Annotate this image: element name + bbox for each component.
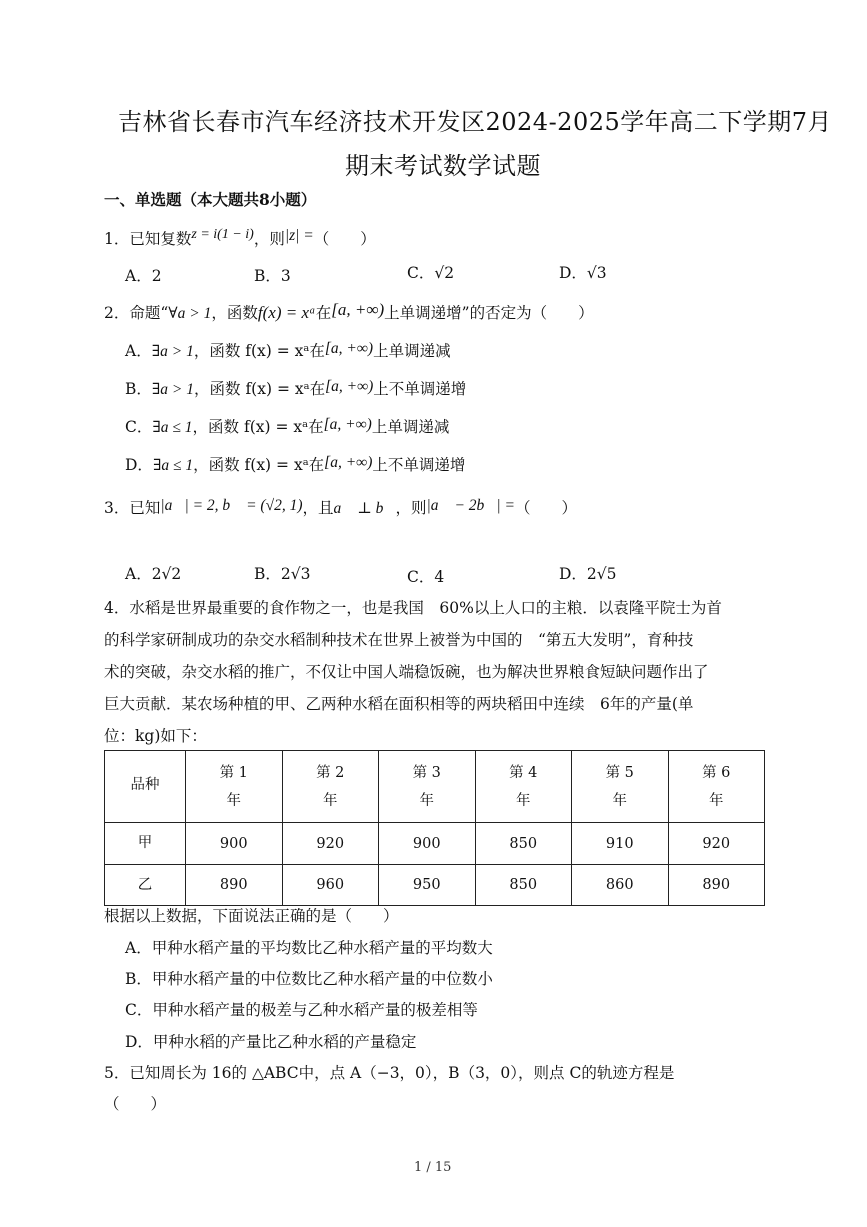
q4-line-3: 术的突破，杂交水稻的推广，不仅让中国人端稳饭碗，也为解决世界粮食短缺问题作出了 bbox=[104, 663, 709, 681]
table-cell: 890 bbox=[668, 865, 765, 906]
q1-option-a: A．2 bbox=[125, 267, 162, 285]
question-3 bbox=[104, 497, 577, 520]
table-header-year: 第 5 年 bbox=[572, 751, 669, 823]
section-heading: 一、单选题（本大题共8小题） bbox=[104, 190, 317, 209]
table-cell: 850 bbox=[475, 865, 572, 906]
table-header-year: 第 1 年 bbox=[186, 751, 283, 823]
question-1 bbox=[104, 228, 376, 252]
table-header-row bbox=[105, 751, 765, 823]
q4-option-c: C．甲种水稻产量的极差与乙种水稻产量的极差相等 bbox=[125, 1001, 478, 1019]
q3-ask: |a⃗ − 2b⃗| = bbox=[426, 497, 515, 514]
yield-table bbox=[104, 750, 765, 906]
q2-condition: ∀a > 1 bbox=[168, 305, 212, 322]
table-header-year: 第 4 年 bbox=[475, 751, 572, 823]
q2-post: 上单调递增”的否定为（ ） bbox=[384, 304, 594, 322]
q3-option-b: B．2√3 bbox=[254, 565, 311, 583]
table-row bbox=[105, 865, 765, 906]
q3-given: |a⃗| = 2, b⃗ = (√2, 1) bbox=[160, 497, 303, 514]
doc-title-line2: 期末考试数学试题 bbox=[345, 152, 541, 180]
q1-paren: （ ） bbox=[313, 230, 376, 248]
q1-prefix: 1．已知复数 bbox=[104, 230, 192, 248]
table-cell: 960 bbox=[282, 865, 379, 906]
q1-expression: z = i(1 − i) bbox=[191, 227, 254, 242]
q5-paren: （ ） bbox=[104, 1095, 167, 1113]
q3-option-c: C．4 bbox=[407, 568, 445, 586]
q2-option-a: A．∃a > 1，函数 f(x) = xᵃ在[a, +∞)上单调递减 bbox=[125, 340, 451, 360]
q4-option-a: A．甲种水稻产量的平均数比乙种水稻产量的平均数大 bbox=[125, 939, 493, 957]
question-5: 5．已知周长为 16的 △ABC中，点 A（−3，0），B（3，0），则点 C的轨迹方程是 bbox=[104, 1064, 675, 1082]
q1-mid: ，则 bbox=[253, 230, 285, 248]
table-corner: 品种 bbox=[105, 751, 186, 823]
question-2 bbox=[104, 302, 594, 325]
q2-option-b: B．∃a > 1，函数 f(x) = xᵃ在[a, +∞)上不单调递增 bbox=[125, 378, 467, 398]
table-cell: 910 bbox=[572, 823, 669, 865]
q4-line-5: 位：kg)如下： bbox=[104, 727, 207, 745]
table-cell: 920 bbox=[282, 823, 379, 865]
q3-paren: （ ） bbox=[514, 499, 577, 517]
q2-mid2: 在 bbox=[315, 304, 332, 322]
q2-function: f(x) = xᵃ bbox=[257, 303, 316, 322]
table-cell: 900 bbox=[379, 823, 476, 865]
table-header-year: 第 6 年 bbox=[668, 751, 765, 823]
q3-option-d: D．2√5 bbox=[559, 565, 617, 583]
q1-option-b: B．3 bbox=[254, 267, 291, 285]
table-header-year: 第 2 年 bbox=[282, 751, 379, 823]
table-header-year: 第 3 年 bbox=[379, 751, 476, 823]
table-cell: 900 bbox=[186, 823, 283, 865]
row-name: 乙 bbox=[105, 865, 186, 906]
q2-option-c: C．∃a ≤ 1，函数 f(x) = xᵃ在[a, +∞)上单调递减 bbox=[125, 416, 450, 436]
q4-line-4: 巨大贡献．某农场种植的甲、乙两种水稻在面积相等的两块稻田中连续 6年的产量(单 bbox=[104, 695, 694, 713]
table-cell: 890 bbox=[186, 865, 283, 906]
q4-line-2: 的科学家研制成功的杂交水稻制种技术在世界上被誉为中国的 “第五大发明”，育种技 bbox=[104, 631, 694, 649]
q1-abs: |z| = bbox=[284, 227, 314, 244]
q3-mid: ，且 bbox=[302, 499, 334, 517]
table-cell: 920 bbox=[668, 823, 765, 865]
table-cell: 950 bbox=[379, 865, 476, 906]
q1-option-c: C．√2 bbox=[407, 264, 455, 282]
table-cell: 860 bbox=[572, 865, 669, 906]
q3-mid2: ，则 bbox=[395, 499, 427, 517]
q1-option-d: D．√3 bbox=[559, 264, 607, 282]
q2-prefix: 2．命题“ bbox=[104, 304, 169, 322]
q4-line-1: 4．水稻是世界最重要的食作物之一，也是我国 60%以上人口的主粮．以袁隆平院士为首 bbox=[104, 599, 722, 617]
table-row bbox=[105, 823, 765, 865]
q2-option-d: D．∃a ≤ 1，函数 f(x) = xᵃ在[a, +∞)上不单调递增 bbox=[125, 454, 466, 474]
q2-mid1: ，函数 bbox=[211, 304, 258, 322]
q4-option-b: B．甲种水稻产量的中位数比乙种水稻产量的中位数小 bbox=[125, 970, 493, 988]
table-cell: 850 bbox=[475, 823, 572, 865]
doc-title-line1: 吉林省长春市汽车经济技术开发区2024-2025学年高二下学期7月 bbox=[118, 108, 833, 136]
row-name: 甲 bbox=[105, 823, 186, 865]
q2-interval: [a, +∞) bbox=[331, 300, 385, 319]
q4-question: 根据以上数据，下面说法正确的是（ ） bbox=[104, 907, 399, 925]
q3-prefix: 3．已知 bbox=[104, 499, 161, 517]
q3-perp: a⃗ ⊥ b⃗ bbox=[333, 500, 396, 517]
q3-option-a: A．2√2 bbox=[125, 565, 182, 583]
q4-option-d: D．甲种水稻的产量比乙种水稻的产量稳定 bbox=[125, 1033, 417, 1051]
page-number: 1 / 15 bbox=[414, 1160, 452, 1175]
